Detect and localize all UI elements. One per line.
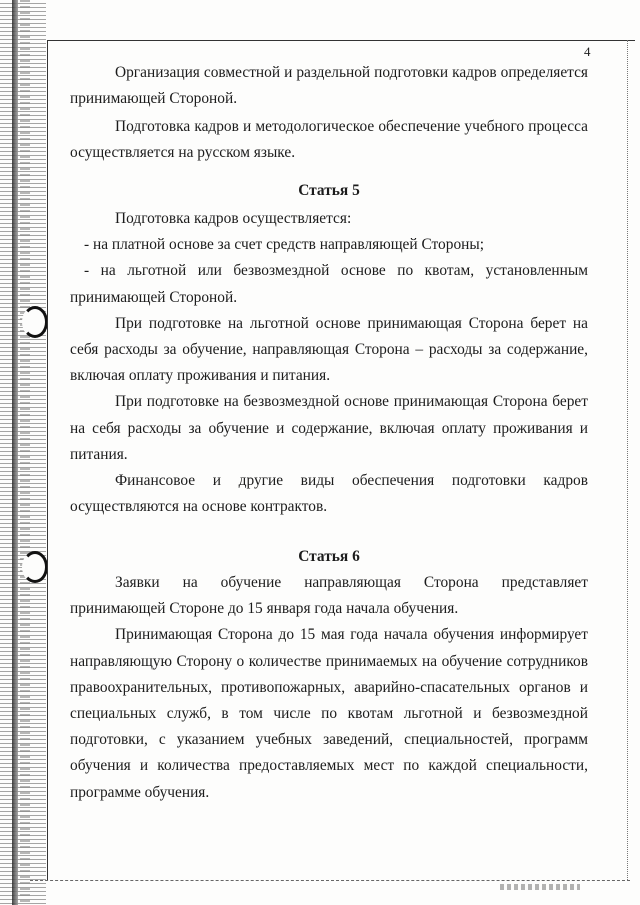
article-5-paragraph-3: Финансовое и другие виды обеспечения подготовки кадров осуществляются на основе контрактов.	[70, 472, 588, 516]
intro-paragraph-2: Подготовка кадров и методологическое обеспечение учебного процесса осуществляется на русском языке.	[70, 118, 588, 162]
article-5-intro: Подготовка кадров осуществляется:	[115, 210, 352, 227]
article-5-heading: Статья 5	[298, 182, 360, 199]
article-5-item-1: - на платной основе за счет средств направляющей Стороны;	[84, 236, 484, 254]
intro-paragraph-1: Организация совместной и раздельной подготовки кадров определяется принимающей Стороной.	[70, 64, 588, 108]
intro-paragraph-1-block	[70, 60, 588, 112]
bottom-stamp-mark	[500, 884, 580, 890]
intro-paragraph-2-block	[70, 114, 588, 166]
article-5-item-2: - на льготной или безвозмездной основе по квотам, установленным принимающей Стороной.	[70, 262, 588, 306]
frame-line-right	[627, 40, 628, 880]
punch-hole	[22, 306, 48, 338]
frame-line-top	[47, 40, 635, 41]
frame-line-bottom	[30, 880, 630, 881]
article-5-body	[70, 206, 588, 520]
frame-line-left	[47, 40, 48, 880]
page-number: 4	[584, 44, 591, 59]
article-6-heading: Статья 6	[298, 548, 360, 565]
article-5-paragraph-1: При подготовке на льготной основе принимающая Сторона берет на себя расходы за обучение, направляющая Сторона – расходы за содержание, включая оплату проживания и питания.	[70, 314, 588, 385]
binding-strip	[0, 0, 46, 905]
article-5-paragraph-2: При подготовке на безвозмездной основе принимающая Сторона берет на себя расходы за обучение и содержание, включая оплату проживания и питания.	[70, 393, 588, 463]
article-6-body	[70, 570, 588, 806]
article-6-paragraph-1: Заявки на обучение направляющая Сторона представляет принимающей Стороне до 15 января года начала обучения.	[70, 574, 588, 618]
article-6-paragraph-2: Принимающая Сторона до 15 мая года начала обучения информирует направляющую Сторону о количестве принимаемых на обучение сотрудников правоохранительных, противопожарных, аварийно-спасательных органов и специальных служб, в том числе по квотам льготной и безвозмездной подготовки, с указанием учебных заведений, специальностей, программ обучения и количества предоставляемых мест по каждой специальности, программе обучения.	[70, 626, 588, 801]
punch-hole	[22, 551, 48, 583]
